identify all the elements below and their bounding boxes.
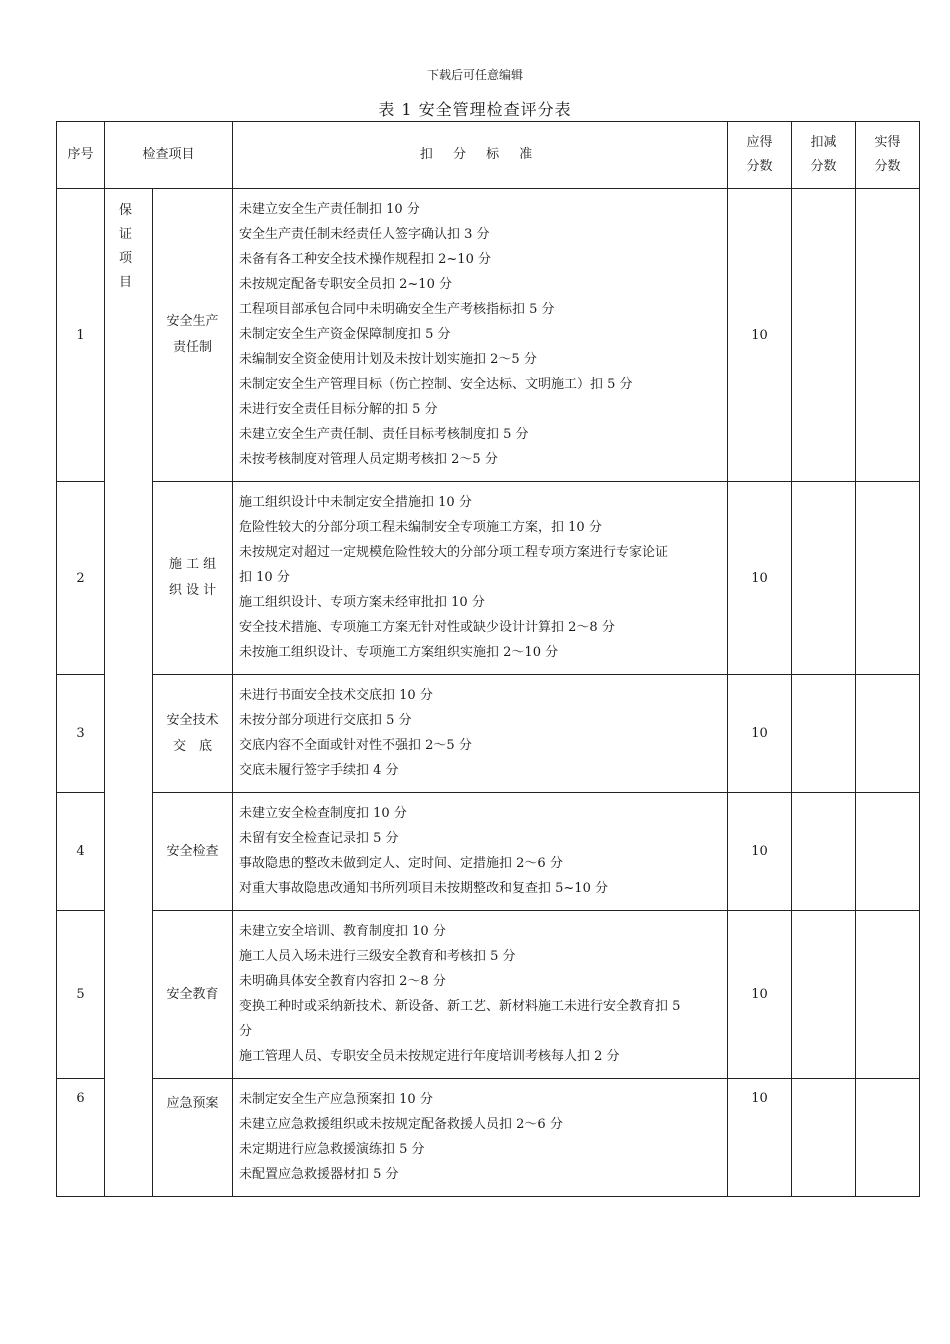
criterion-line: 扣 10 分 bbox=[239, 570, 290, 585]
row-check-item bbox=[153, 675, 233, 793]
criterion-line: 危险性较大的分部分项工程未编制安全专项施工方案，扣 10 分 bbox=[239, 520, 602, 535]
row-deduction-criteria bbox=[233, 675, 728, 793]
criterion-line: 未明确具体安全教育内容扣 2～8 分 bbox=[239, 974, 446, 989]
criterion-line: 施工组织设计中未制定安全措施扣 10 分 bbox=[239, 495, 472, 510]
row-due-score: 10 bbox=[728, 482, 792, 675]
row-actual-score[interactable] bbox=[856, 189, 920, 482]
table-row bbox=[57, 1079, 920, 1197]
row-deduction-criteria bbox=[233, 911, 728, 1079]
table-row bbox=[57, 911, 920, 1079]
row-seq: 3 bbox=[57, 675, 105, 793]
row-actual-score[interactable] bbox=[856, 675, 920, 793]
criterion-line: 未建立应急救援组织或未按规定配备救援人员扣 2～6 分 bbox=[239, 1117, 563, 1132]
row-actual-score[interactable] bbox=[856, 793, 920, 911]
guarantee-label-line-1: 保 证 bbox=[118, 203, 138, 242]
row-seq: 4 bbox=[57, 793, 105, 911]
row-deducted-score[interactable] bbox=[792, 1079, 856, 1197]
header-deducted-score: 扣减 分数 bbox=[792, 122, 856, 189]
row-check-item bbox=[153, 189, 233, 482]
check-item-line-1: 安全检查 bbox=[166, 843, 219, 859]
row-actual-score[interactable] bbox=[856, 911, 920, 1079]
criterion-line: 工程项目部承包合同中未明确安全生产考核指标扣 5 分 bbox=[239, 302, 555, 317]
row-check-item bbox=[153, 911, 233, 1079]
table-row bbox=[57, 482, 920, 675]
row-actual-score[interactable] bbox=[856, 1079, 920, 1197]
criterion-line: 未制定安全生产管理目标（伤亡控制、安全达标、文明施工）扣 5 分 bbox=[239, 377, 633, 392]
criterion-line: 未配置应急救援器材扣 5 分 bbox=[239, 1167, 399, 1182]
criterion-line: 未备有各工种安全技术操作规程扣 2~10 分 bbox=[239, 252, 491, 267]
check-item-line-2: 责任制 bbox=[173, 340, 213, 355]
row-deducted-score[interactable] bbox=[792, 793, 856, 911]
check-item-line-2: 织 设 计 bbox=[168, 583, 217, 598]
row-due-score: 10 bbox=[728, 911, 792, 1079]
table-body bbox=[57, 189, 920, 1197]
row-seq: 5 bbox=[57, 911, 105, 1079]
row-due-score: 10 bbox=[728, 189, 792, 482]
page-title: 表 1 安全管理检查评分表 bbox=[378, 100, 572, 119]
header-check-item: 检查项目 bbox=[105, 122, 233, 189]
criterion-line: 分 bbox=[239, 1024, 253, 1039]
criterion-line: 未制定安全生产资金保障制度扣 5 分 bbox=[239, 327, 451, 342]
header-seq: 序号 bbox=[57, 122, 105, 189]
row-check-item bbox=[153, 793, 233, 911]
table-row bbox=[57, 189, 920, 482]
safety-management-score-table bbox=[56, 121, 920, 1197]
criterion-line: 未按考核制度对管理人员定期考核扣 2～5 分 bbox=[239, 452, 498, 467]
check-item-line-2: 交 底 bbox=[173, 738, 213, 754]
row-deducted-score[interactable] bbox=[792, 482, 856, 675]
table-header-row bbox=[57, 122, 920, 189]
criterion-line: 未编制安全资金使用计划及未按计划实施扣 2～5 分 bbox=[239, 352, 537, 367]
criterion-line: 施工管理人员、专职安全员未按规定进行年度培训考核每人扣 2 分 bbox=[239, 1049, 620, 1064]
criterion-line: 未按规定配备专职安全员扣 2~10 分 bbox=[239, 277, 452, 292]
row-due-score: 10 bbox=[728, 793, 792, 911]
criterion-line: 未留有安全检查记录扣 5 分 bbox=[239, 831, 399, 846]
row-deduction-criteria bbox=[233, 1079, 728, 1197]
criterion-line: 未建立安全检查制度扣 10 分 bbox=[239, 806, 407, 821]
row-deduction-criteria bbox=[233, 189, 728, 482]
row-deducted-score[interactable] bbox=[792, 675, 856, 793]
table-row bbox=[57, 675, 920, 793]
criterion-line: 未按分部分项进行交底扣 5 分 bbox=[239, 713, 412, 728]
row-check-item bbox=[153, 1079, 233, 1197]
download-note: 下载后可任意编辑 bbox=[426, 68, 523, 82]
header-actual-score: 实得 分数 bbox=[856, 122, 920, 189]
criterion-line: 对重大事故隐患改通知书所列项目未按期整改和复查扣 5~10 分 bbox=[239, 881, 608, 896]
row-seq: 2 bbox=[57, 482, 105, 675]
criterion-line: 未建立安全生产责任制、责任目标考核制度扣 5 分 bbox=[239, 427, 529, 442]
criterion-line: 未制定安全生产应急预案扣 10 分 bbox=[239, 1092, 433, 1107]
criterion-line: 未建立安全培训、教育制度扣 10 分 bbox=[239, 924, 446, 939]
row-deduction-criteria bbox=[233, 482, 728, 675]
criterion-line: 施工人员入场未进行三级安全教育和考核扣 5 分 bbox=[239, 949, 516, 964]
check-item-line-1: 安全教育 bbox=[166, 986, 219, 1002]
header-deduction-standard: 扣 分 标 准 bbox=[233, 122, 728, 189]
criterion-line: 未按施工组织设计、专项施工方案组织实施扣 2～10 分 bbox=[239, 645, 559, 660]
row-check-item bbox=[153, 482, 233, 675]
check-item-line-1: 应急预案 bbox=[166, 1096, 219, 1111]
row-deducted-score[interactable] bbox=[792, 911, 856, 1079]
criterion-line: 安全技术措施、专项施工方案无针对性或缺少设计计算扣 2～8 分 bbox=[239, 620, 615, 635]
row-due-score: 10 bbox=[728, 675, 792, 793]
check-item-line-1: 施 工 组 bbox=[168, 557, 217, 572]
criterion-line: 交底未履行签字手续扣 4 分 bbox=[239, 763, 399, 778]
criterion-line: 未定期进行应急救援演练扣 5 分 bbox=[239, 1142, 425, 1157]
row-seq: 6 bbox=[57, 1079, 105, 1197]
row-actual-score[interactable] bbox=[856, 482, 920, 675]
criterion-line: 变换工种时或采纳新技术、新设备、新工艺、新材料施工未进行安全教育扣 5 bbox=[239, 999, 681, 1014]
criterion-line: 交底内容不全面或针对性不强扣 2～5 分 bbox=[239, 738, 472, 753]
row-deduction-criteria bbox=[233, 793, 728, 911]
guarantee-label-line-2: 项 目 bbox=[118, 251, 138, 290]
row-seq: 1 bbox=[57, 189, 105, 482]
criterion-line: 未建立安全生产责任制扣 10 分 bbox=[239, 202, 420, 217]
criterion-line: 施工组织设计、专项方案未经审批扣 10 分 bbox=[239, 595, 485, 610]
criterion-line: 未进行书面安全技术交底扣 10 分 bbox=[239, 688, 433, 703]
check-item-line-1: 安全技术 bbox=[166, 712, 219, 728]
criterion-line: 安全生产责任制未经责任人签字确认扣 3 分 bbox=[239, 227, 490, 242]
criterion-line: 事故隐患的整改未做到定人、定时间、定措施扣 2～6 分 bbox=[239, 856, 563, 871]
row-due-score: 10 bbox=[728, 1079, 792, 1197]
criterion-line: 未按规定对超过一定规模危险性较大的分部分项工程专项方案进行专家论证 bbox=[239, 545, 669, 560]
table-row bbox=[57, 793, 920, 911]
criterion-line: 未进行安全责任目标分解的扣 5 分 bbox=[239, 402, 438, 417]
row-deducted-score[interactable] bbox=[792, 189, 856, 482]
guarantee-items-group bbox=[105, 189, 153, 1197]
header-due-score: 应得 分数 bbox=[728, 122, 792, 189]
check-item-line-1: 安全生产 bbox=[166, 314, 219, 329]
